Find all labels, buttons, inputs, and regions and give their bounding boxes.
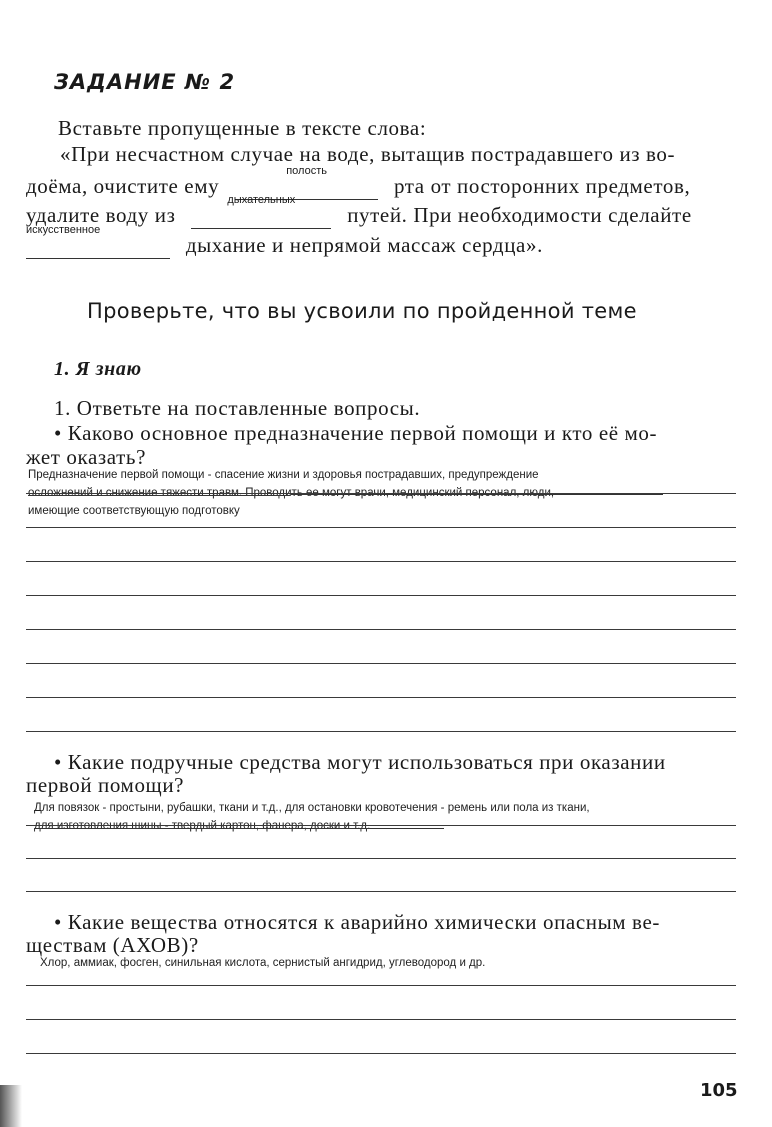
answer-line — [26, 985, 736, 986]
answer-line — [26, 493, 736, 494]
task-text-line2-end: рта от посторонних предметов, — [393, 174, 691, 198]
section-subheading: 1. Я знаю — [54, 358, 142, 380]
answer-line — [26, 697, 736, 698]
task-text-line2-start: доёма, очистите ему — [26, 174, 220, 198]
answer-3-line1: Хлор, аммиак, фосген, синильная кислота, сернистый ангидрид, углеводород и др. — [40, 957, 486, 969]
task-text-line4-end: дыхание и непрямой массаж сердца». — [185, 233, 543, 257]
answer-blank-1-value: полость — [286, 165, 327, 177]
answer-line — [26, 858, 736, 859]
question-1-line1: • Каково основное предназначение первой помощи и кто её мо- — [54, 421, 658, 445]
strike-line-2 — [291, 494, 663, 495]
answer-line — [26, 595, 736, 596]
strike-line-1 — [28, 495, 290, 496]
page-number: 105 — [700, 1080, 738, 1101]
scan-shadow — [0, 1085, 22, 1127]
answer-line — [26, 561, 736, 562]
question-2-line1: • Какие подручные средства могут использоваться при оказании — [54, 750, 666, 774]
question-1-line2: жет оказать? — [26, 445, 147, 469]
question-3-line2: ществам (АХОВ)? — [26, 933, 199, 957]
answer-blank-3-value: искусственное — [26, 224, 101, 236]
answer-line — [26, 663, 736, 664]
answer-line — [26, 825, 736, 826]
task-text-line4 — [26, 224, 543, 259]
answer-1-line1: Предназначение первой помощи - спасение жизни и здоровья пострадавших, предупреждение — [28, 469, 539, 481]
answer-1-line3: имеющие соответствующую подготовку — [28, 505, 240, 517]
task-text-line1: «При несчастном случае на воде, вытащив пострадавшего из во- — [60, 142, 676, 166]
strike-line-3 — [34, 828, 444, 829]
section-instruction: 1. Ответьте на поставленные вопросы. — [54, 396, 421, 420]
answer-line — [26, 731, 736, 732]
task-text-line3-start: удалите воду из — [26, 203, 176, 227]
task-title: ЗАДАНИЕ № 2 — [54, 70, 236, 94]
answer-1-line2: осложнений и снижение тяжести травм. Проводить ее могут врачи, медицинский персонал, люди, — [28, 487, 555, 499]
answer-blank-2-value: дыхательных — [227, 194, 296, 206]
answer-line — [26, 629, 736, 630]
answer-blank-3[interactable] — [26, 224, 170, 259]
section-heading: Проверьте, что вы усвоили по пройденной теме — [87, 299, 637, 323]
answer-blank-2[interactable] — [191, 194, 331, 229]
task-text-line2 — [26, 165, 691, 200]
task-instruction: Вставьте пропущенные в тексте слова: — [58, 116, 427, 140]
answer-2-line2: для изготовления шины - твердый картон, фанера, доски и т.д. — [34, 820, 371, 832]
answer-line — [26, 891, 736, 892]
question-2-line2: первой помощи? — [26, 773, 185, 797]
answer-2-line1: Для повязок - простыни, рубашки, ткани и т.д., для остановки кровотечения - ремень или пола из ткани, — [34, 802, 590, 814]
question-3-line1: • Какие вещества относятся к аварийно химически опасным ве- — [54, 910, 660, 934]
task-text-line3-end: путей. При необходимости сделайте — [347, 203, 692, 227]
answer-line — [26, 1053, 736, 1054]
answer-line — [26, 1019, 736, 1020]
answer-line — [26, 527, 736, 528]
